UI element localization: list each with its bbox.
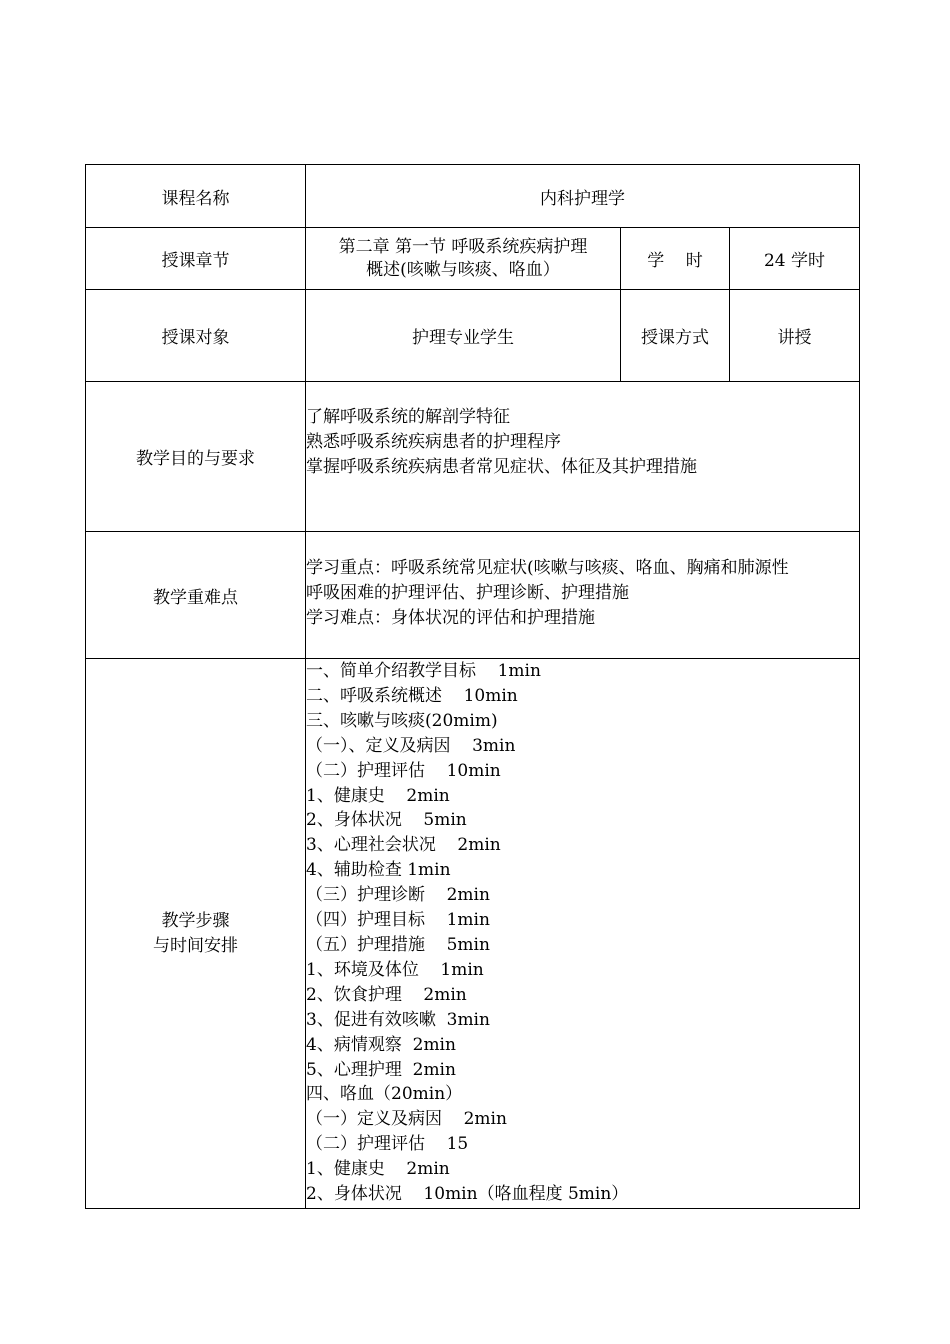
key-point-item: 学习难点：身体状况的评估和护理措施 — [306, 608, 595, 628]
chapter-label: 授课章节 — [86, 228, 306, 290]
step-item: 2、身体状况 10min（咯血程度 5min） — [306, 1184, 629, 1205]
step-item: （四）护理目标 1min — [306, 910, 490, 931]
key-points-label: 教学重难点 — [86, 532, 306, 659]
row-chapter — [86, 228, 860, 290]
row-audience — [86, 290, 860, 382]
steps-label-line-2: 与时间安排 — [153, 935, 238, 956]
step-item: （一）、定义及病因 3min — [306, 735, 516, 756]
step-item: （三）护理诊断 2min — [306, 885, 490, 906]
step-item: 2、饮食护理 2min — [306, 984, 467, 1005]
step-item: 3、促进有效咳嗽 3min — [306, 1009, 490, 1030]
objective-item: 掌握呼吸系统疾病患者常见症状、体征及其护理措施 — [306, 457, 697, 477]
chapter-line-2: 概述(咳嗽与咳痰、咯血） — [366, 259, 560, 280]
chapter-line-1: 第二章 第一节 呼吸系统疾病护理 — [338, 236, 588, 257]
objective-item: 熟悉呼吸系统疾病患者的护理程序 — [306, 432, 561, 452]
course-name-label: 课程名称 — [86, 165, 306, 228]
method-label: 授课方式 — [621, 290, 730, 382]
chapter-value — [306, 228, 621, 290]
lesson-plan-table — [85, 164, 860, 1209]
course-name-value: 内科护理学 — [306, 165, 860, 228]
audience-value: 护理专业学生 — [306, 290, 621, 382]
step-item: 5、心理护理 2min — [306, 1059, 456, 1080]
objectives-label: 教学目的与要求 — [86, 382, 306, 532]
step-item: 四、咯血（20min） — [306, 1084, 463, 1105]
row-objectives — [86, 382, 860, 532]
step-item: 一、简单介绍教学目标 1min — [306, 661, 541, 681]
objectives-list — [306, 382, 860, 532]
steps-label-line-1: 教学步骤 — [161, 910, 230, 931]
key-points-list — [306, 532, 860, 659]
step-item: 4、病情观察 2min — [306, 1034, 456, 1055]
step-item: 2、身体状况 5min — [306, 810, 467, 831]
step-item: （五）护理措施 5min — [306, 934, 490, 955]
step-item: 4、辅助检查 1min — [306, 860, 451, 881]
step-item: 1、健康史 2min — [306, 785, 450, 806]
step-item: 1、环境及体位 1min — [306, 959, 484, 980]
row-steps — [86, 659, 860, 1209]
method-value: 讲授 — [730, 290, 860, 382]
key-point-item: 呼吸困难的护理评估、护理诊断、护理措施 — [306, 583, 629, 603]
hours-label: 学 时 — [621, 228, 730, 290]
step-item: 二、呼吸系统概述 10min — [306, 685, 518, 706]
step-item: 3、心理社会状况 2min — [306, 835, 501, 856]
row-course-name — [86, 165, 860, 228]
steps-list — [306, 659, 860, 1209]
objective-item: 了解呼吸系统的解剖学特征 — [306, 407, 510, 427]
step-item: （二）护理评估 15 — [306, 1134, 469, 1155]
key-point-item: 学习重点：呼吸系统常见症状(咳嗽与咳痰、咯血、胸痛和肺源性 — [306, 558, 789, 578]
step-item: （一）定义及病因 2min — [306, 1109, 507, 1130]
hours-value: 24 学时 — [730, 228, 860, 290]
row-key-points — [86, 532, 860, 659]
step-item: （二）护理评估 10min — [306, 760, 501, 781]
step-item: 三、咳嗽与咳痰(20mim) — [306, 710, 498, 731]
steps-label — [86, 659, 306, 1209]
audience-label: 授课对象 — [86, 290, 306, 382]
step-item: 1、健康史 2min — [306, 1159, 450, 1180]
